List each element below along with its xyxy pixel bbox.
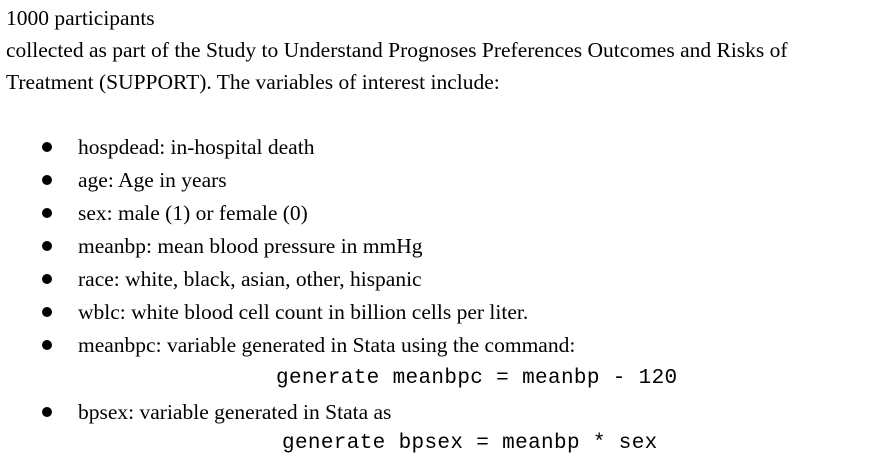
list-item-race — [0, 265, 887, 293]
bullet-icon — [42, 307, 52, 317]
list-item-age — [0, 166, 887, 194]
meanbpc-command: generate meanbpc = meanbp - 120 — [276, 367, 678, 390]
bpsex-command: generate bpsex = meanbp * sex — [282, 432, 658, 455]
variable-age: age: Age in years — [78, 168, 227, 192]
variable-race: race: white, black, asian, other, hispanic — [78, 267, 422, 291]
list-item-bpsex — [0, 398, 887, 426]
list-item-wblc — [0, 298, 887, 326]
bullet-icon — [42, 407, 52, 417]
list-item-hospdead — [0, 133, 887, 161]
bullet-icon — [42, 142, 52, 152]
variable-wblc: wblc: white blood cell count in billion cells per liter. — [78, 300, 529, 324]
participants-line: 1000 participants — [6, 6, 155, 30]
bullet-icon — [42, 175, 52, 185]
bullet-icon — [42, 340, 52, 350]
variable-sex: sex: male (1) or female (0) — [78, 201, 308, 225]
bullet-icon — [42, 274, 52, 284]
variables-intro-line: Treatment (SUPPORT). The variables of interest include: — [6, 70, 500, 94]
bullet-icon — [42, 208, 52, 218]
list-item-meanbp — [0, 232, 887, 260]
study-description-line: collected as part of the Study to Understand Prognoses Preferences Outcomes and Risks of — [6, 38, 788, 62]
variable-bpsex: bpsex: variable generated in Stata as — [78, 400, 392, 424]
list-item-sex — [0, 199, 887, 227]
variable-meanbp: meanbp: mean blood pressure in mmHg — [78, 234, 423, 258]
variable-hospdead: hospdead: in-hospital death — [78, 135, 315, 159]
bullet-icon — [42, 241, 52, 251]
variable-meanbpc: meanbpc: variable generated in Stata using the command: — [78, 333, 576, 357]
list-item-meanbpc — [0, 331, 887, 359]
